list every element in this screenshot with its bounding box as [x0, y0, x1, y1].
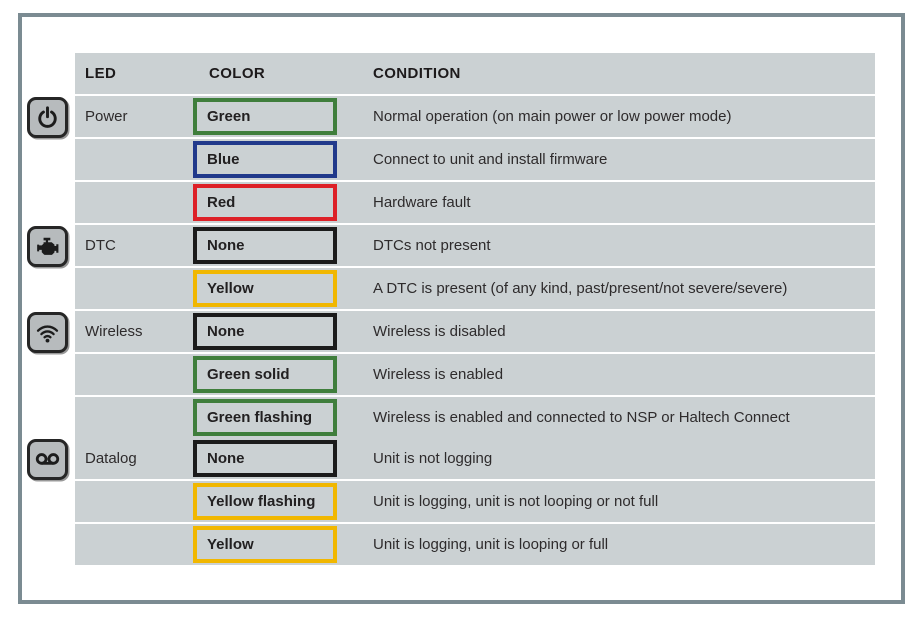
header-condition: CONDITION [373, 65, 461, 82]
table-row [75, 438, 875, 479]
color-label: Yellow flashing [207, 493, 316, 510]
color-badge [193, 356, 337, 393]
table-row [75, 397, 875, 438]
led-label: Power [85, 108, 128, 125]
led-status-table [75, 53, 875, 567]
condition-text: Wireless is disabled [373, 323, 506, 340]
color-label: Yellow [207, 536, 254, 553]
condition-text: Normal operation (on main power or low power mode) [373, 108, 732, 125]
wifi-icon [27, 312, 68, 353]
condition-text: Unit is logging, unit is looping or full [373, 536, 609, 553]
color-badge [193, 184, 337, 221]
voicemail-icon [27, 439, 68, 480]
table-row [75, 524, 875, 565]
color-label: Green [207, 108, 251, 125]
table-row [75, 182, 875, 223]
condition-text: Wireless is enabled and connected to NSP or Haltech Connect [373, 409, 790, 426]
led-label: DTC [85, 237, 116, 254]
color-label: None [207, 450, 245, 467]
color-label: None [207, 237, 245, 254]
condition-text: Hardware fault [373, 194, 471, 211]
table-row [75, 139, 875, 180]
table-row [75, 96, 875, 137]
color-label: Yellow [207, 280, 254, 297]
condition-text: Unit is not logging [373, 450, 493, 467]
color-label: Red [207, 194, 236, 211]
table-row [75, 268, 875, 309]
led-label: Datalog [85, 450, 137, 467]
engine-icon [27, 226, 68, 267]
table-row [75, 481, 875, 522]
power-icon [27, 97, 68, 138]
condition-text: Connect to unit and install firmware [373, 151, 608, 168]
color-badge [193, 227, 337, 264]
color-label: Blue [207, 151, 240, 168]
condition-text: Wireless is enabled [373, 366, 504, 383]
header-color: COLOR [209, 65, 266, 82]
color-badge [193, 313, 337, 350]
color-label: Green flashing [207, 409, 313, 426]
header-led: LED [85, 65, 117, 82]
color-label: None [207, 323, 245, 340]
color-badge [193, 526, 337, 563]
color-badge [193, 270, 337, 307]
color-badge [193, 399, 337, 436]
color-label: Green solid [207, 366, 290, 383]
table-header-row [75, 53, 875, 94]
led-label: Wireless [85, 323, 143, 340]
condition-text: A DTC is present (of any kind, past/present/not severe/severe) [373, 280, 788, 297]
table-row [75, 354, 875, 395]
color-badge [193, 483, 337, 520]
color-badge [193, 440, 337, 477]
color-badge [193, 141, 337, 178]
condition-text: DTCs not present [373, 237, 491, 254]
table-row [75, 311, 875, 352]
document-frame [18, 13, 905, 604]
condition-text: Unit is logging, unit is not looping or not full [373, 493, 659, 510]
table-row [75, 225, 875, 266]
color-badge [193, 98, 337, 135]
